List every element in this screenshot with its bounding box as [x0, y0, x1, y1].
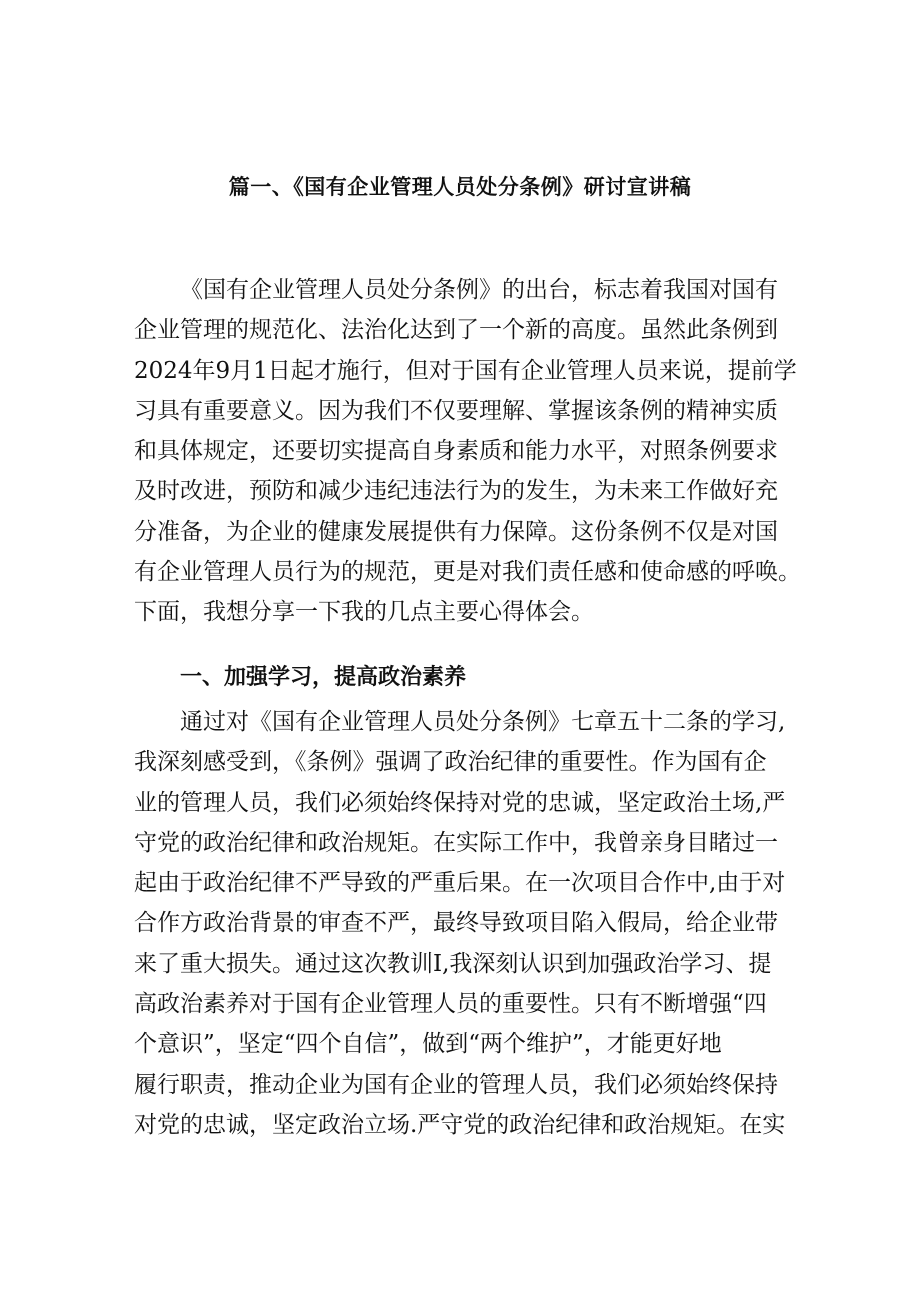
paragraph-intro — [134, 270, 801, 633]
text-line: 守党的政治纪律和政治规矩。在实际工作中，我曾亲身目睹过一 — [134, 829, 778, 856]
section-heading: 一、加强学习，提高政治素养 — [180, 665, 467, 690]
text-line: 有企业管理人员行为的规范，更是对我们责任感和使命感的呼唤。 — [134, 559, 801, 586]
text-line: 分准备，为企业的健康发展提供有力保障。这份条例不仅是对国 — [134, 518, 778, 545]
text-line: 个意识”，坚定“四个自信”，做到“两个维护”，才能更好地 — [134, 1031, 722, 1058]
text-line: 起由于政治纪律不严导致的严重后果。在一次项目合作中,由于对 — [134, 870, 786, 897]
text-line: 对党的忠诚，坚定政治立场.严守党的政治纪律和政治规矩。在实 — [134, 1111, 786, 1138]
text-line: 履行职责，推动企业为国有企业的管理人员，我们必须始终保持 — [134, 1071, 778, 1098]
text-line: 《国有企业管理人员处分条例》的出台，标志着我国对国有 — [180, 277, 778, 303]
text-line: 企业管理的规范化、法治化达到了一个新的高度。虽然此条例到 — [134, 317, 778, 344]
text-line: 和具体规定，还要切实提高自身素质和能力水平，对照条例要求 — [134, 438, 778, 465]
text-line: 高政治素养对于国有企业管理人员的重要性。只有不断增强“四 — [134, 991, 767, 1018]
text-line: 下面，我想分享一下我的几点主要心得体会。 — [134, 599, 594, 626]
text-line: 2024年9月1日起才施行，但对于国有企业管理人员来说，提前学 — [134, 357, 797, 384]
text-line: 及时改进，预防和减少违纪违法行为的发生，为未来工作做好充 — [134, 478, 778, 505]
text-line: 通过对《国有企业管理人员处分条例》七章五十二条的学习, — [180, 709, 786, 735]
text-line: 我深刻感受到，《条例》强调了政治纪律的重要性。作为国有企 — [134, 749, 767, 776]
document-title: 篇一、《国有企业管理人员处分条例》研讨宣讲稿 — [228, 175, 692, 199]
paragraph-section-one — [134, 702, 792, 1145]
text-line: 来了重大损失。通过这次教训I,我深刻认识到加强政治学习、提 — [134, 950, 772, 977]
text-line: 习具有重要意义。因为我们不仅要理解、掌握该条例的精神实质 — [134, 397, 778, 424]
text-line: 合作方政治背景的审查不严，最终导致项目陷入假局，给企业带 — [134, 910, 778, 937]
text-line: 业的管理人员，我们必须始终保持对党的忠诚，坚定政治土场,严 — [134, 789, 786, 816]
